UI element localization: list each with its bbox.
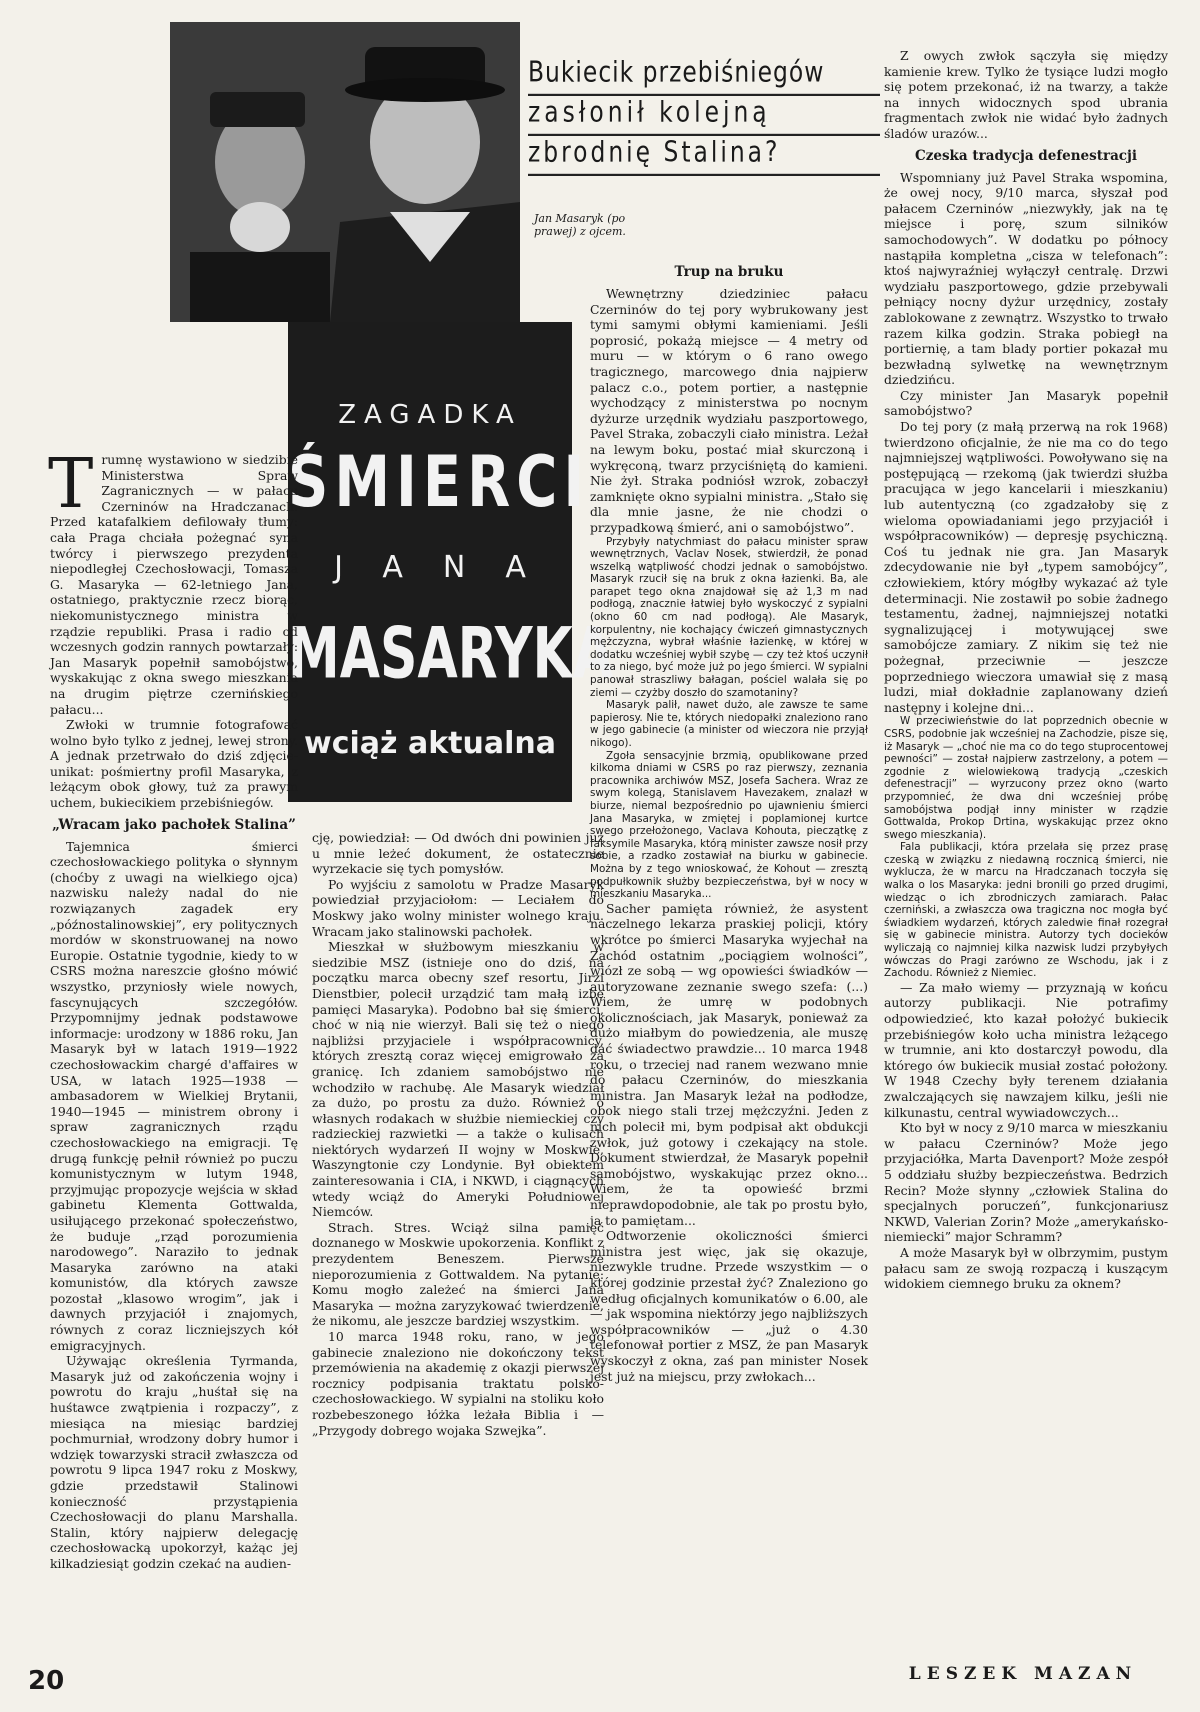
drop-cap: T xyxy=(48,445,94,524)
paragraph: Zwłoki w trumnie fotografować wolno było tylko z jednej, lewej strony. A jednak przetrwało do dziś zdjęcie-unikat: pośmiertny profil Masaryka, z leżącym obok głowy, tuż za prawym uchem, bukiecikiem przebiśniegów. xyxy=(50,717,298,811)
section-heading: Trup na bruku xyxy=(674,264,784,280)
headline-line-1: Bukiecik przebiśniegów xyxy=(528,52,880,96)
paragraph: Tajemnica śmierci czechosłowackiego polityka o słynnym (choćby z uwagi na wielkiego ojca) nazwisku należy nadal do nie rozwiązanych zagadek ery „późnostalinowskiej”, ery politycznych mordów w skonstruowanej na nowo Europie. Ostatnie tygodnie, kiedy to w CSRS można nareszcie głośno mówić wszystko, przyniosły wiele nowych, fascynujących szczegółów. Przypomnijmy jednak podstawowe informacje: urodzony w 1886 roku, Jan Masaryk był w latach 1919—1922 czechosłowackim chargé d'affaires w USA, w latach 1925—1938 — ambasadorem w Wielkiej Brytanii, 1940—1945 — ministrem obrony i spraw zagranicznych rządu czechosłowackiego na emigracji. Tę drugą funkcję pełnił również po puczu komunistycznym w lutym 1948, przyjmując propozycje wejścia w skład gabinetu Klementa Gottwalda, usiłującego przekonać społeczeństwo, że buduje „rząd porozumienia narodowego”. Naraziło to jednak Masaryka zarówno na ataki komunistów, dla których zawsze pozostał „klasowo wrogim”, jak i dawnych przyjaciół i znajomych, równych z coraz liczniejszych kół emigracyjnych. xyxy=(50,838,298,1353)
paragraph: Przybyły natychmiast do pałacu minister spraw wewnętrznych, Vaclav Nosek, stwierdził, że ponad wszelką wątpliwość chodzi jednak o samobójstwo. Masaryk rzucił się na bruk z okna łazienki. Ba, ale parapet tego okna znajdował się aż 1,3 m nad podłogą, znacznie łatwiej było wyskoczyć z sypialni (okno 60 cm nad podłogą). Ale Masaryk, korpulentny, nie kochający ćwiczeń gimnastycznych mężczyzna, wybrał właśnie łazienkę, w której w dodatku wcześniej wybił szybę — czy też ktoś uczynił to za niego, być może już po jego śmierci. W sypialni panował straszliwy bałagan, pościel walała się po ziemi — czyżby doszło do szamotaniny? xyxy=(590,535,868,699)
banner-smierci: ŚMIERCI xyxy=(288,442,591,524)
banner-masaryka: MASARYKA xyxy=(288,614,614,695)
banner-zagadka: ZAGADKA xyxy=(338,400,522,430)
paragraph: Zgoła sensacyjnie brzmią, opublikowane przed kilkoma dniami w CSRS po raz pierwszy, zeznania pracownika archiwów MSZ, Josefa Sachera. Wraz ze swym kolegą, Stanislavem Havezakem, znalazł w biurze, niemal bezpośrednio po ujawnieniu śmierci Jana Masaryka, w zmiętej i poplamionej kurtce swego przełożonego, Vaclava Kohouta, pieczątkę z faksymile Masaryka, którą minister zawsze nosił przy sobie, a rzadko zostawiał na biurku w gabinecie. Można by z tego wnioskować, że Kohout — zresztą podpułkownik służby bezpieczeństwa, był w nocy w mieszkaniu Masaryka... xyxy=(590,749,868,901)
article-headline xyxy=(528,56,880,176)
photo-caption: Jan Masaryk (po prawej) z ojcem. xyxy=(534,212,626,238)
article-column-4 xyxy=(884,48,1168,1292)
photo-masaryk-with-father xyxy=(170,22,520,322)
paragraph: Fala publikacji, która przelała się przez prasę czeską w związku z niedawną rocznicą śmierci, nie wyklucza, że w marcu na Hradczanach toczyła się walka o los Masaryka: jedni bronili go przed drugimi, wiedząc o ich zbrodniczych zamiarach. Pałac czerniński, a zwłaszcza owa tragiczna noc mogła być świadkiem wydarzeń, których zaledwie finał rozegrał się w gabinecie ministra. Autorzy tych docieków wyliczają co najmniej kilka nazwisk ludzi przybyłych wówczas do Pragi zarówno ze Wschodu, jak i z Zachodu. Również z Niemiec. xyxy=(884,841,1168,980)
paragraph: Strach. Stres. Wciąż silna pamięć doznanego w Moskwie upokorzenia. Konflikt z prezydentem Beneszem. Pierwsze nieporozumienia z Gottwaldem. Na pytanie: Komu mogło zależeć na śmierci Jana Masaryka — można zaryzykować twierdzenie, że nikomu, ale jeszcze bardziej wszystkim. xyxy=(312,1219,604,1329)
banner-jana: JANA xyxy=(334,550,566,585)
paragraph: Do tej pory (z małą przerwą na rok 1968) twierdzono oficjalnie, że nie ma co do tego najmniejszej wątpliwości. Powoływano się na postępującą — rzekomą (jak twierdzi służba pracująca w jego kancelarii i mieszkaniu) lub autentyczną (co zgadzałoby się z wieloma opowiadaniami jego przyjaciół i współpracowników) — depresję psychiczną. Coś tu jednak nie gra. Jan Masaryk zdecydowanie nie był „typem samobójcy”, człowiekiem, który mógłby wykazać aż tyle determinacji. Nie zostawił po sobie żadnego testamentu, żadnej, najmniejszej notatki sygnalizującej i motywującej swe samobójcze zamiary. Z nikim się też nie pożegnał, przeciwnie — jeszcze poprzedniego wieczora umawiał się z masą ludzi, miał dokładnie zaplanowany dzień następny i kolejne dni... xyxy=(884,419,1168,715)
headline-line-3: zbrodnię Stalina? xyxy=(528,132,880,176)
article-column-2 xyxy=(312,830,604,1438)
article-column-3 xyxy=(590,258,868,1384)
paragraph: A może Masaryk był w olbrzymim, pustym pałacu sam ze swoją rozpaczą i kuszącym widokiem ciemnego bruku za oknem? xyxy=(884,1244,1168,1292)
section-heading: „Wracam jako pachołek Stalina” xyxy=(52,816,296,833)
paragraph: W przeciwieństwie do lat poprzednich obecnie w CSRS, podobnie jak wcześniej na Zachodzie, pisze się, iż Masaryk — „choć nie ma co do tego stuprocentowej pewności” — został najpierw zastrzelony, a potem — zgodnie z wielowiekową tradycją „czeskich defenestracji” — wyrzucony przez okno (warto przypomnieć, że dwa dni wcześniej próbę samobójstwa podjął inny minister w rządzie Gottwalda, Prokop Drtina, wyskakując przez okno swego mieszkania). xyxy=(884,715,1168,841)
headline-line-2: zasłonił kolejną xyxy=(528,92,880,136)
paragraph: Wewnętrzny dziedziniec pałacu Czerninów do tej pory wybrukowany jest tymi samymi obłymi kamieniami. Jeśli poprosić, pokażą miejsce — 4 metry od muru — w którym o 6 rano owego tragicznego, marcowego dnia najpierw palacz c.o., potem portier, a następnie wychodzący z ministerstwa po nocnym dyżurze urzędnik wydziału paszportowego, Pavel Straka, zobaczyli ciało ministra. Leżał na lewym boku, postać miał skurczoną i wykręconą, twarz przyciśniętą do kamieni. Nie żył. Straka podniósł wzrok, zobaczył zamknięte okno sypialni ministra. „Stało się dla mnie jasne, że nie chodzi o przypadkową śmierć, ani o samobójstwo”. xyxy=(590,286,868,535)
paragraph: cję, powiedział: — Od dwóch dni powinien już u mnie leżeć dokument, że ostatecznie wyrzekacie się tych pomysłów. xyxy=(312,830,604,877)
photo-illustration xyxy=(170,22,520,322)
paragraph: 10 marca 1948 roku, rano, w jego gabinecie znaleziono nie dokończony tekst przemówienia na akademię z okazji pierwszej rocznicy podpisania traktatu polsko-czechosłowackiego. W sypialni na stoliku koło rozbebeszonego łóżka leżała Biblia i — „Przygody dobrego wojaka Szwejka”. xyxy=(312,1329,604,1438)
paragraph: Mieszkał w służbowym mieszkaniu w siedzibie MSZ (istnieje ono do dziś, na początku marca obecny szef resortu, Jirzi Dienstbier, polecił urządzić tam małą izbę pamięci Masaryka). Podobno bał się śmierci, choć w nią nie wierzył. Bali się też o niego najbliżsi przyjaciele i współpracownicy, których zresztą coraz więcej emigrowało za granicę. Ich zdaniem samobójstwo nie wchodziło w rachubę. Ale Masaryk wiedział za dużo, po prostu za dużo. Również o własnych rodakach w służbie niemieckiej czy radzieckiej razwietki — a także o kulisach niektórych wydarzeń II wojny w Moskwie, Waszyngtonie czy Londynie. Był obiektem zainteresowania i CIA, i NKWD, i ciągnących wtedy wciąż do Ameryki Południowej Niemców. xyxy=(312,939,604,1220)
paragraph: Czy minister Jan Masaryk popełnił samobójstwo? xyxy=(884,387,1168,419)
section-heading: Czeska tradycja defenestracji xyxy=(914,147,1138,164)
paragraph: rumnę wystawiono w siedzibie Ministerstwa Spraw Zagranicznych — w pałacu Czerninów na Hradczanach. Przed katafalkiem defilowały tłumy: cała Praga chciała pożegnać syna twórcy i pierwszego prezydenta niepodległej Czechosłowacji, Tomasza G. Masaryka — 62-letniego Jana, ostatniego, praktycznie rzecz biorąc, niekomunistycznego ministra w rządzie republiki. Prasa i radio od wczesnych godzin rannych powtarzały: Jan Masaryk popełnił samobójstwo, wyskakując z okna swego mieszkania na drugim piętrze czernińskiego pałacu... xyxy=(50,452,298,717)
banner-wciaz-aktualna: wciąż aktualna xyxy=(304,726,556,761)
paragraph: Z owych zwłok sączyła się między kamienie krew. Tylko że tysiące ludzi mogło się potem przekonać, iż na twarzy, a także na innych widocznych spod ubrania fragmentach zwłok nie widać było żadnych śladów urazów... xyxy=(884,48,1168,141)
paragraph: Odtworzenie okoliczności śmierci ministra jest więc, jak się okazuje, niezwykle trudne. Przede wszystkim — o której godzinie przestał żyć? Znaleziono go według oficjalnych komunikatów o 6.00, ale — jak wspomina niektórzy jego najbliższych współpracowników — „już o 4.30 telefonował portier z MSZ, że pan Masaryk wyskoczył z okna, zaś pan minister Nosek jest już na miejscu, przy zwłokach... xyxy=(590,1228,868,1384)
paragraph: Po wyjściu z samolotu w Pradze Masaryk powiedział przyjaciołom: — Leciałem do Moskwy jako wolny minister wolnego kraju. Wracam jako stalinowski pachołek. xyxy=(312,876,604,939)
author-byline: LESZEK MAZAN xyxy=(908,1664,1138,1684)
paragraph: Używając określenia Tyrmanda, Masaryk już od zakończenia wojny i powrotu do kraju „huśtał się na huśtawce zwątpienia i rozpaczy”, z miesiąca na miesiąc bardziej pochmurniał, wrodzony dobry humor i wdzięk towarzyski stracił zwłaszcza od powrotu 9 lipca 1947 roku z Moskwy, gdzie przedstawił Stalinowi konieczność przystąpienia Czechosłowacji do planu Marshalla. Stalin, który najpierw delegację czechosłowacką upokorzył, każąc jej kilkadziesiąt godzin czekać na audien- xyxy=(50,1353,298,1571)
paragraph: — Za mało wiemy — przyznają w końcu autorzy publikacji. Nie potrafimy odpowiedzieć, kto kazał położyć bukiecik przebiśniegów koło ucha ministra leżącego w trumnie, ani kto dostarczył powodu, dla którego ów bukiecik musiał zostać położony. W 1948 Czechy były terenem działania zwalczających się nawzajem kilku, jeśli nie kilkunastu, central wywiadowczych... xyxy=(884,979,1168,1120)
paragraph: Kto był w nocy z 9/10 marca w mieszkaniu w pałacu Czerninów? Może jego przyjaciółka, Marta Davenport? Może zespół 5 oddziału służby bezpieczeństwa. Bedrzich Recin? Może słynny „człowiek Stalina do specjalnych poruczeń”, funkcjonariusz NKWD, Valerian Zorin? Może „amerykańsko-niemiecki” major Schramm? xyxy=(884,1120,1168,1245)
article-column-1 xyxy=(48,445,298,1572)
page-number: 20 xyxy=(28,1666,65,1696)
paragraph: Masaryk palił, nawet dużo, ale zawsze te same papierosy. Nie te, których niedopałki znaleziono rano w jego gabinecie (a minister od wieczora nie przyjął nikogo). xyxy=(590,699,868,749)
title-banner xyxy=(288,322,614,802)
paragraph: Wspomniany już Pavel Straka wspomina, że owej nocy, 9/10 marca, słyszał pod pałacem Czerninów „niezwykły, jak na tę miejsce i porę, szum silników samochodowych”. W dodatku po północy nastąpiła kompletna „cisza w telefonach”: ktoś najwyraźniej wyłączył centralę. Drzwi wydziału paszportowego, gdzie przebywali pełniący nocny dyżur urzędnicy, zostały zablokowane z zewnątrz. Wszystko to trwało razem kilka godzin. Straka pobiegł na portiernię, a tam blady portier pokazał mu bezwładną sylwetkę na wewnętrznym dziedzińcu. xyxy=(884,169,1168,388)
paragraph: Sacher pamięta również, że asystent naczelnego lekarza praskiej policji, który wkrótce po śmierci Masaryka wyjechał na Zachód ostatnim „pociągiem wolności”, wiózł ze sobą — wg opowieści świadków — autoryzowane zeznanie swego szefa: (...) Wiem, że umrę w podobnych okolicznościach, jak Masaryk, ponieważ za dużo miałbym do powiedzenia, ale muszę dać świadectwo prawdzie... 10 marca 1948 roku, o trzeciej nad ranem wezwano mnie do pałacu Czerninów, do mieszkania ministra. Jan Masaryk leżał na podłodze, obok niego stali trzej mężczyźni. Jeden z nich polecił mi, bym podpisał akt obdukcji zwłok, już gotowy i czekający na stole. Dokument stwierdzał, że Masaryk popełnił samobójstwo, wyskakując przez okno... Wiem, że ta opowieść brzmi nieprawdopodobnie, ale tak po prostu było, ja to pamiętam... xyxy=(590,900,868,1228)
